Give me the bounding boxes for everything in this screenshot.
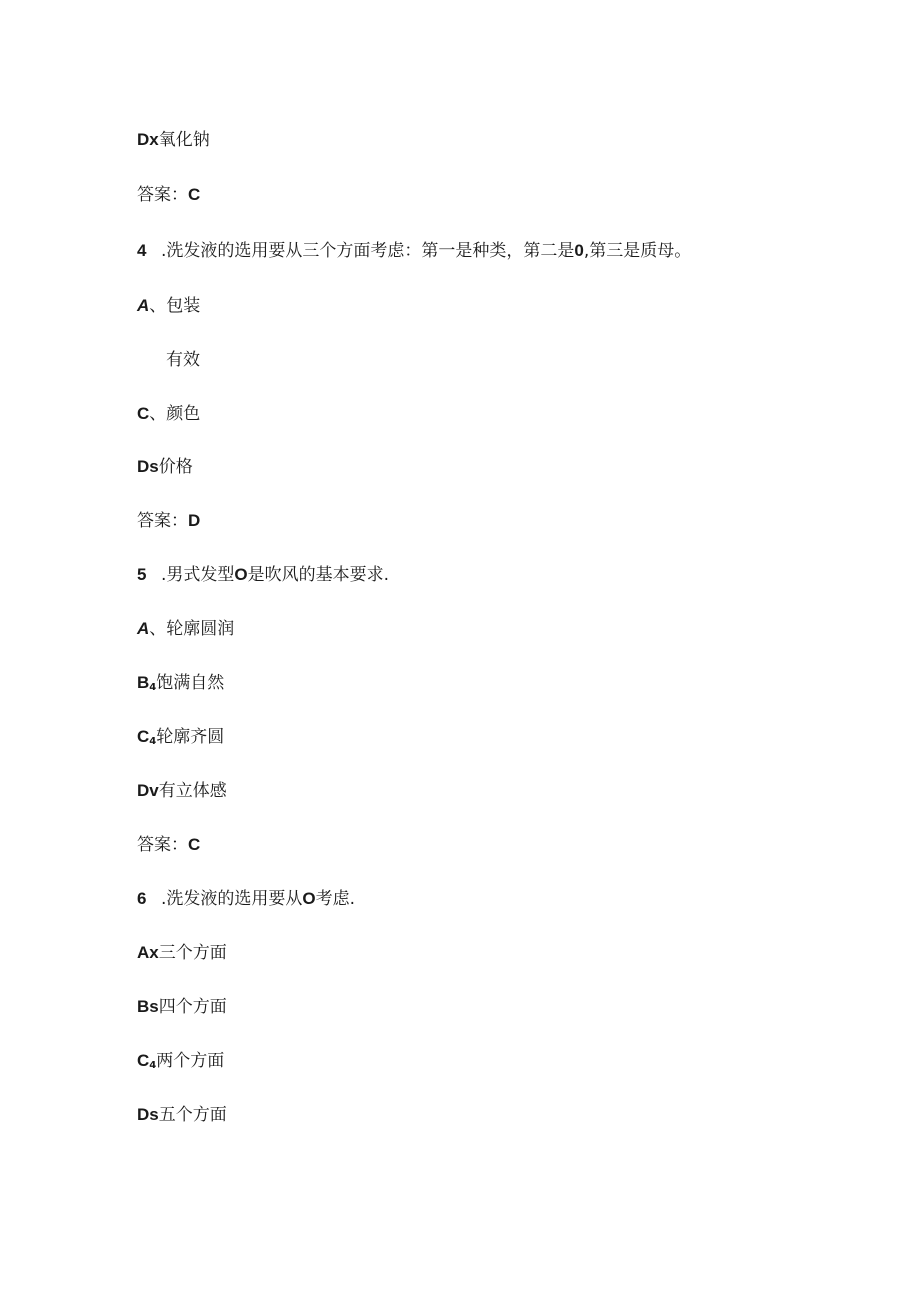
option-sep: 、	[149, 404, 167, 424]
option-label: C	[137, 727, 150, 746]
option-label-sub: 4	[149, 1060, 157, 1071]
answer-value: D	[188, 511, 201, 530]
q4-option-d	[137, 456, 193, 478]
option-label-sub: 4	[149, 736, 157, 747]
question-number: 4	[137, 241, 147, 260]
q6-stem	[137, 888, 355, 910]
option-text: 轮廓圆润	[166, 619, 235, 639]
stem-text: .洗发液的选用要从三个方面考虑：第一是种类，第二是	[161, 241, 575, 261]
answer-prefix: 答案：	[137, 835, 188, 855]
q4-option-b	[166, 349, 200, 371]
option-label: Ax	[137, 943, 159, 962]
q5-option-a	[137, 618, 234, 640]
q3-option-d	[137, 129, 210, 151]
option-label: Dv	[137, 781, 159, 800]
stem-text: .洗发液的选用要从	[161, 889, 303, 909]
q6-option-c	[137, 1050, 224, 1077]
option-sep: 、	[149, 296, 167, 316]
option-text: 三个方面	[158, 943, 227, 963]
option-text: 有效	[166, 350, 200, 370]
q3-answer	[137, 184, 200, 206]
q5-option-b	[137, 672, 224, 699]
stem-blank: O	[234, 565, 248, 584]
option-text: 饱满自然	[156, 673, 225, 693]
answer-value: C	[188, 835, 201, 854]
option-label: A	[137, 619, 150, 638]
option-label: C	[137, 404, 150, 423]
option-label: Ds	[137, 457, 159, 476]
q4-stem	[137, 240, 691, 262]
stem-text-end: 是吹风的基本要求.	[247, 565, 390, 585]
option-text: 四个方面	[158, 997, 227, 1017]
answer-prefix: 答案：	[137, 511, 188, 531]
q4-answer	[137, 510, 200, 532]
stem-blank: 0	[574, 241, 584, 260]
option-text: 颜色	[166, 404, 201, 424]
option-text: 五个方面	[158, 1105, 227, 1125]
option-label: C	[137, 1051, 150, 1070]
answer-value: C	[188, 185, 201, 204]
stem-text-end: ,第三是质母。	[583, 241, 692, 261]
q5-answer	[137, 834, 200, 856]
option-text: 包装	[166, 296, 201, 316]
stem-blank: O	[302, 889, 316, 908]
option-label: B	[137, 673, 150, 692]
option-label: Ds	[137, 1105, 159, 1124]
q5-option-c	[137, 726, 224, 753]
question-number: 6	[137, 889, 147, 908]
q5-stem	[137, 564, 389, 586]
option-text: 两个方面	[156, 1051, 225, 1071]
q6-option-a	[137, 942, 227, 964]
q6-option-d	[137, 1104, 227, 1126]
q5-option-d	[137, 780, 227, 802]
option-text: 轮廓齐圆	[156, 727, 225, 747]
option-text: 氧化钠	[158, 130, 210, 150]
q4-option-a	[137, 295, 200, 317]
stem-text-end: 考虑.	[315, 889, 356, 909]
option-text: 价格	[158, 457, 193, 477]
option-label: Dx	[137, 130, 159, 149]
answer-prefix: 答案：	[137, 185, 188, 205]
option-label: A	[137, 296, 150, 315]
q6-option-b	[137, 996, 227, 1018]
stem-text: .男式发型	[161, 565, 235, 585]
question-number: 5	[137, 565, 147, 584]
option-label: Bs	[137, 997, 159, 1016]
q4-option-c	[137, 403, 200, 425]
option-text: 有立体感	[158, 781, 227, 801]
option-sep: 、	[149, 619, 167, 639]
option-label-sub: 4	[149, 682, 157, 693]
